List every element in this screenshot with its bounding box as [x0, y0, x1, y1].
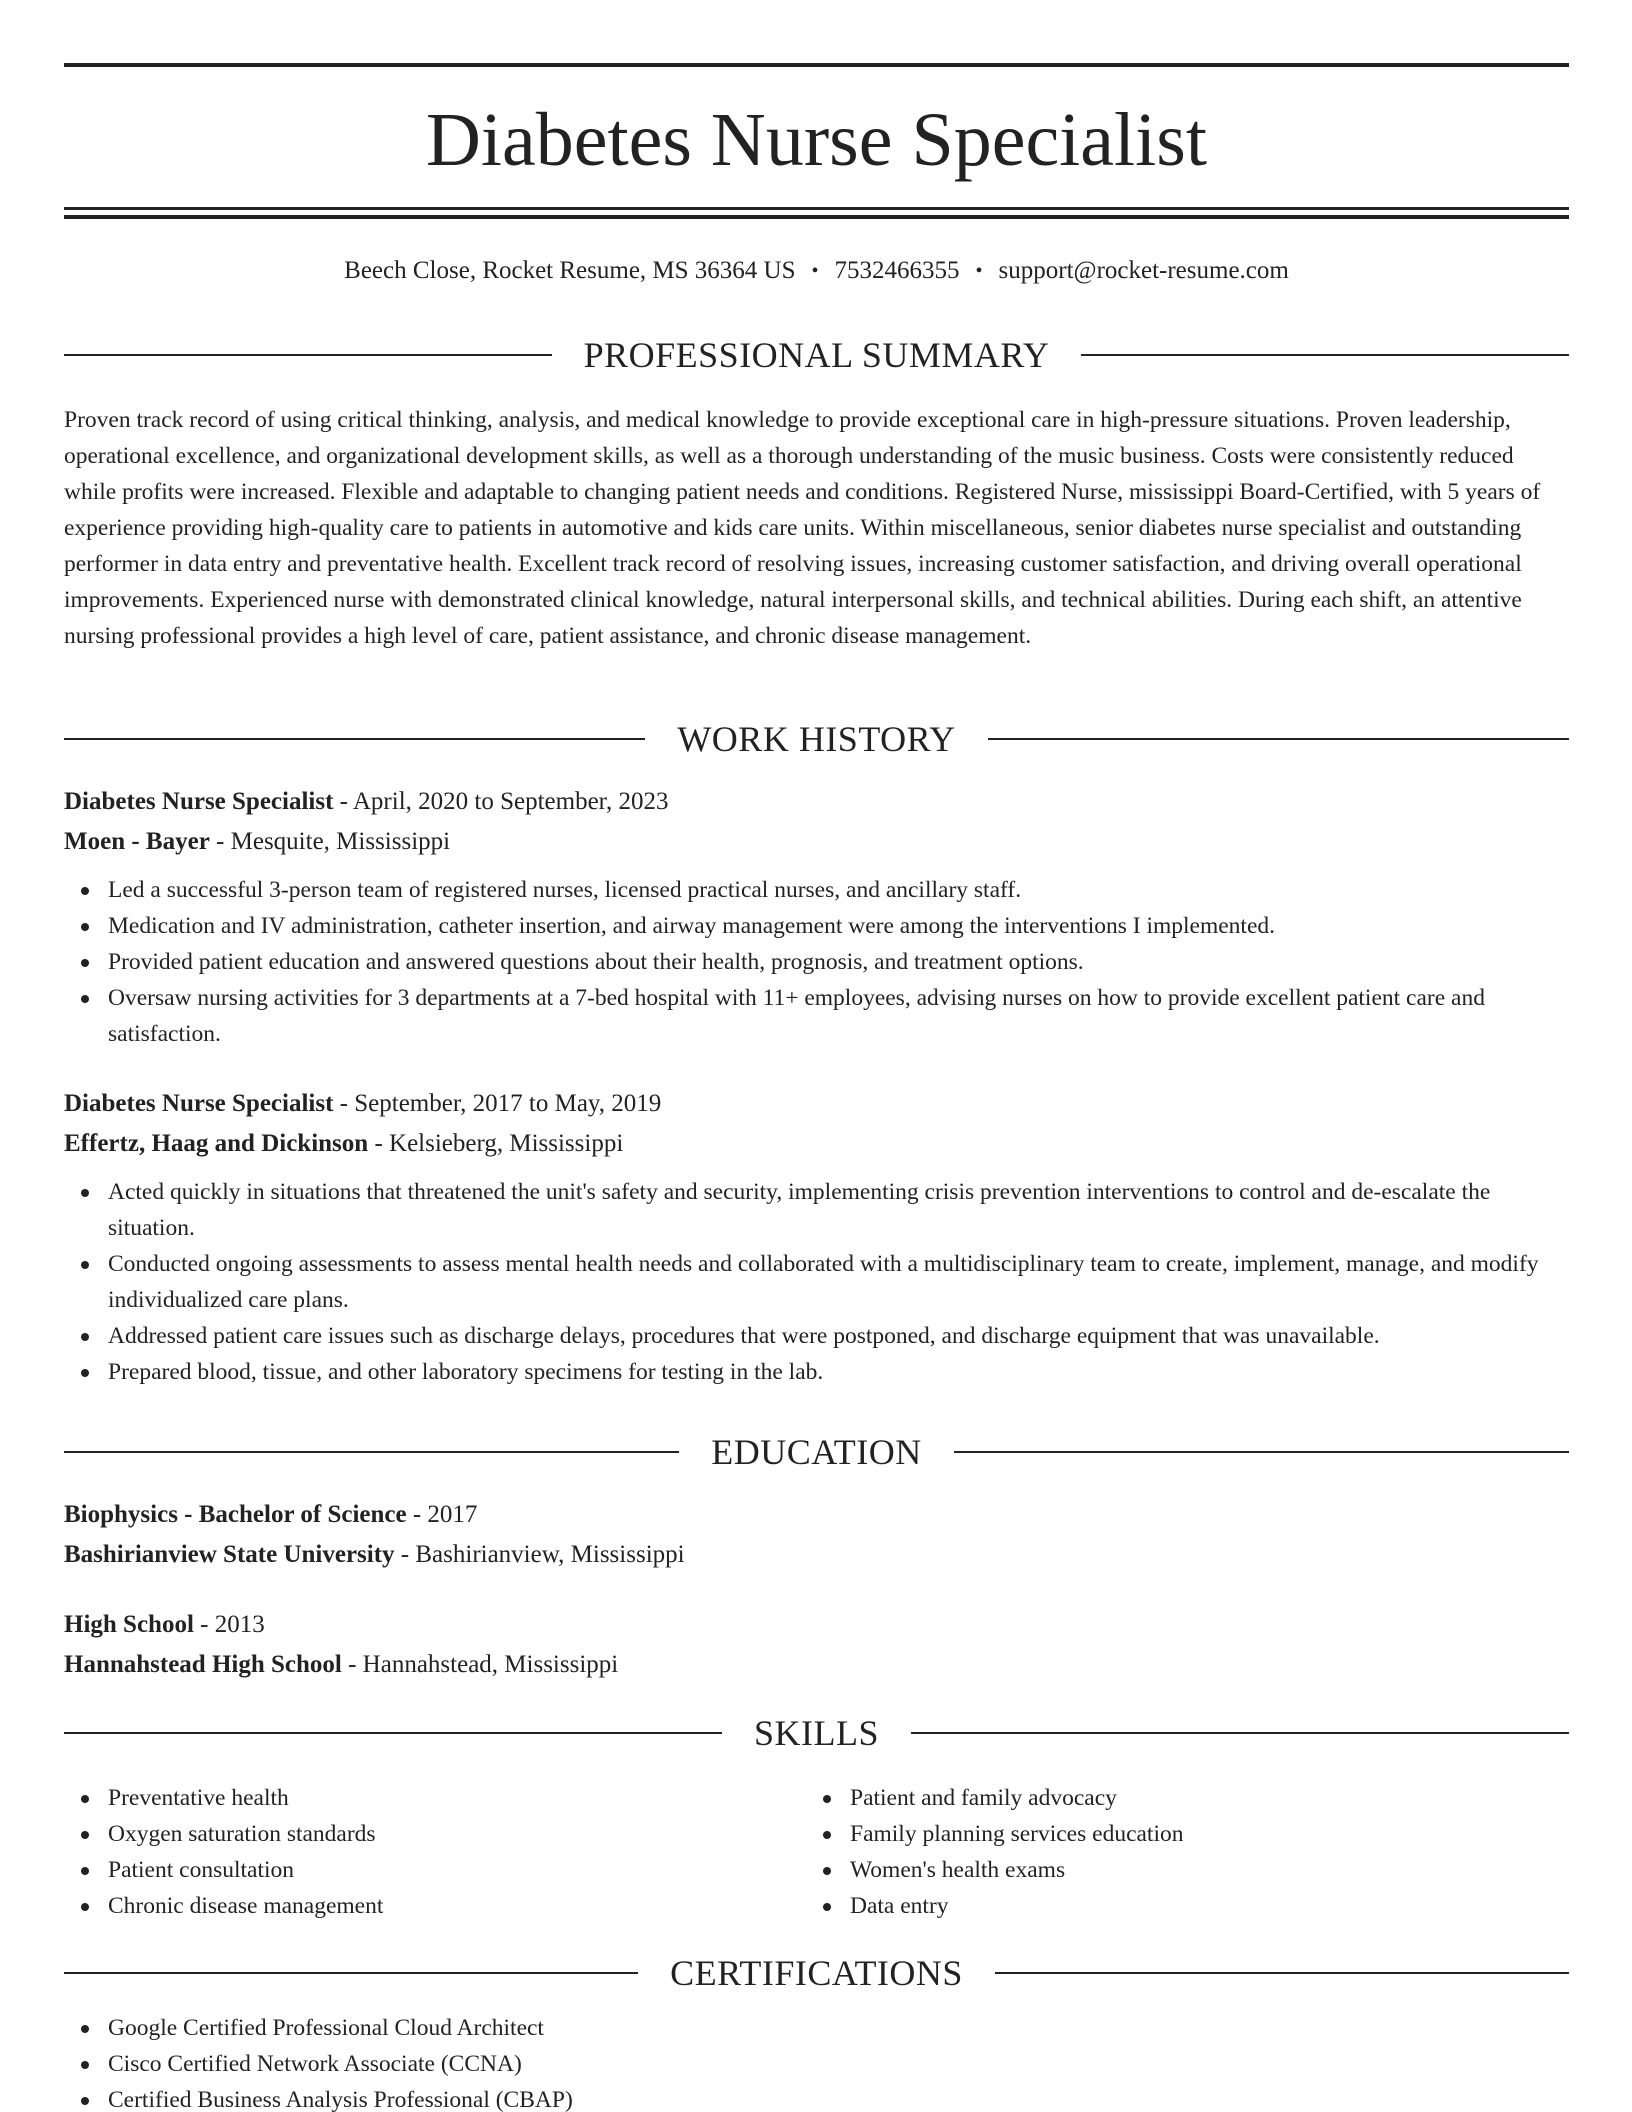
resume-name: Diabetes Nurse Specialist [426, 98, 1207, 182]
certifications-list [64, 2010, 1569, 2112]
job-bullets [64, 872, 1569, 1052]
education-entry [64, 1605, 1569, 1685]
summary-text: Proven track record of using critical thinking, analysis, and medical knowledge to provide exceptional care in high-pressure situations. Proven leadership, operational excellence, and organizational development skills, as well as a thorough understanding of the music business. Costs were consistently reduced while profits were increased. Flexible and adaptable to changing patient needs and conditions. Registered Nurse, mississippi Board-Certified, with 5 years of experience providing high-quality care to patients in automotive and kids care units. Within miscellaneous, senior diabetes nurse specialist and outstanding performer in data entry and preventative health. Excellent track record of resolving issues, increasing customer satisfaction, and driving overall operational improvements. Experienced nurse with demonstrated clinical knowledge, natural interpersonal skills, and technical abilities. During each shift, an attentive nursing professional provides a high level of care, patient assistance, and chronic disease management. [64, 407, 1541, 649]
job-bullet: Oversaw nursing activities for 3 departments at a 7-bed hospital with 11+ employees, advising nurses on how to provide excellent patient care and satisfaction. [64, 980, 1569, 1052]
school-line [64, 1645, 1569, 1685]
contact-email: support@rocket-resume.com [998, 257, 1289, 284]
education-heading: EDUCATION [711, 1432, 922, 1472]
degree-line [64, 1605, 1569, 1645]
certification-item: Cisco Certified Network Associate (CCNA) [64, 2046, 1569, 2082]
job-dates: - April, 2020 to September, 2023 [333, 788, 669, 815]
summary-heading: PROFESSIONAL SUMMARY [583, 335, 1050, 375]
heading-rule-left [64, 354, 552, 356]
job-bullet: Medication and IV administration, catheter insertion, and airway management were among the interventions I implemented. [64, 908, 1569, 944]
contact-separator: • [811, 260, 819, 282]
work-history-heading: WORK HISTORY [677, 719, 956, 759]
skill-item: Oxygen saturation standards [64, 1816, 806, 1852]
job-bullet: Prepared blood, tissue, and other laboratory specimens for testing in the lab. [64, 1354, 1569, 1390]
job-bullet: Conducted ongoing assessments to assess mental health needs and collaborated with a multidisciplinary team to create, implement, manage, and modify individualized care plans. [64, 1246, 1569, 1318]
degree: High School [64, 1611, 194, 1638]
heading-rule-left [64, 738, 645, 740]
section-heading [64, 714, 1569, 764]
job-title: Diabetes Nurse Specialist [64, 1090, 334, 1117]
job-bullets [64, 1174, 1569, 1390]
job-company: Effertz, Haag and Dickinson [64, 1130, 369, 1157]
skill-item: Women's health exams [806, 1852, 1548, 1888]
job-location: - Kelsieberg, Mississippi [368, 1130, 624, 1157]
job-location: - Mesquite, Mississippi [209, 828, 451, 855]
job-title-line [64, 1084, 1569, 1124]
school-name: Hannahstead High School [64, 1651, 342, 1678]
skill-item: Family planning services education [806, 1816, 1548, 1852]
skills-heading: SKILLS [754, 1713, 880, 1753]
skill-item: Preventative health [64, 1780, 806, 1816]
certification-item: Google Certified Professional Cloud Architect [64, 2010, 1569, 2046]
certifications-heading: CERTIFICATIONS [670, 1953, 963, 1993]
job-entry [64, 1084, 1569, 1390]
certification-item: Certified Business Analysis Professional (CBAP) [64, 2082, 1569, 2112]
job-bullet: Acted quickly in situations that threatened the unit's safety and security, implementing crisis prevention interventions to control and de-escalate the situation. [64, 1174, 1569, 1246]
section-heading [64, 1427, 1569, 1477]
skill-item: Chronic disease management [64, 1888, 806, 1924]
section-heading [64, 330, 1569, 380]
degree-year: - 2013 [193, 1611, 265, 1638]
job-company-line [64, 1124, 1569, 1164]
heading-rule-left [64, 1972, 638, 1974]
degree: Biophysics - Bachelor of Science [64, 1501, 407, 1528]
certifications-section [64, 1948, 1569, 2112]
education-section [64, 1427, 1569, 1685]
skill-item: Data entry [806, 1888, 1548, 1924]
skill-item: Patient consultation [64, 1852, 806, 1888]
summary-section [64, 330, 1569, 654]
heading-rule-left [64, 1732, 722, 1734]
job-company: Moen - Bayer [64, 828, 210, 855]
heading-rule-right [988, 738, 1569, 740]
section-heading [64, 1948, 1569, 1998]
heading-rule-left [64, 1451, 679, 1453]
header-bottom-rule [64, 207, 1569, 210]
job-entry [64, 782, 1569, 1052]
resume-page [64, 0, 1569, 2112]
school-name: Bashirianview State University [64, 1541, 395, 1568]
job-title: Diabetes Nurse Specialist [64, 788, 334, 815]
degree-line [64, 1495, 1569, 1535]
heading-rule-right [911, 1732, 1569, 1734]
job-bullet: Provided patient education and answered questions about their health, prognosis, and treatment options. [64, 944, 1569, 980]
header-top-rule [64, 63, 1569, 67]
contact-phone: 7532466355 [834, 257, 960, 284]
contact-separator: • [975, 260, 983, 282]
heading-rule-right [995, 1972, 1569, 1974]
heading-rule-right [954, 1451, 1569, 1453]
skill-item: Patient and family advocacy [806, 1780, 1548, 1816]
work-history-section [64, 714, 1569, 1390]
section-heading [64, 1708, 1569, 1758]
education-entry [64, 1495, 1569, 1575]
job-title-line [64, 782, 1569, 822]
degree-year: - 2017 [406, 1501, 478, 1528]
contact-line [64, 254, 1569, 288]
header-bottom-rule-thick [64, 215, 1569, 219]
job-bullet: Led a successful 3-person team of registered nurses, licensed practical nurses, and ancillary staff. [64, 872, 1569, 908]
heading-rule-right [1081, 354, 1569, 356]
job-company-line [64, 822, 1569, 862]
contact-address: Beech Close, Rocket Resume, MS 36364 US [344, 257, 796, 284]
job-bullet: Addressed patient care issues such as discharge delays, procedures that were postponed, and discharge equipment that was unavailable. [64, 1318, 1569, 1354]
job-dates: - September, 2017 to May, 2019 [333, 1090, 662, 1117]
school-line [64, 1535, 1569, 1575]
skills-list-left [64, 1780, 806, 1924]
skills-grid [64, 1770, 1569, 1924]
skills-section [64, 1708, 1569, 1924]
skills-list-right [806, 1780, 1548, 1924]
school-location: - Hannahstead, Mississippi [341, 1651, 619, 1678]
school-location: - Bashirianview, Mississippi [394, 1541, 685, 1568]
